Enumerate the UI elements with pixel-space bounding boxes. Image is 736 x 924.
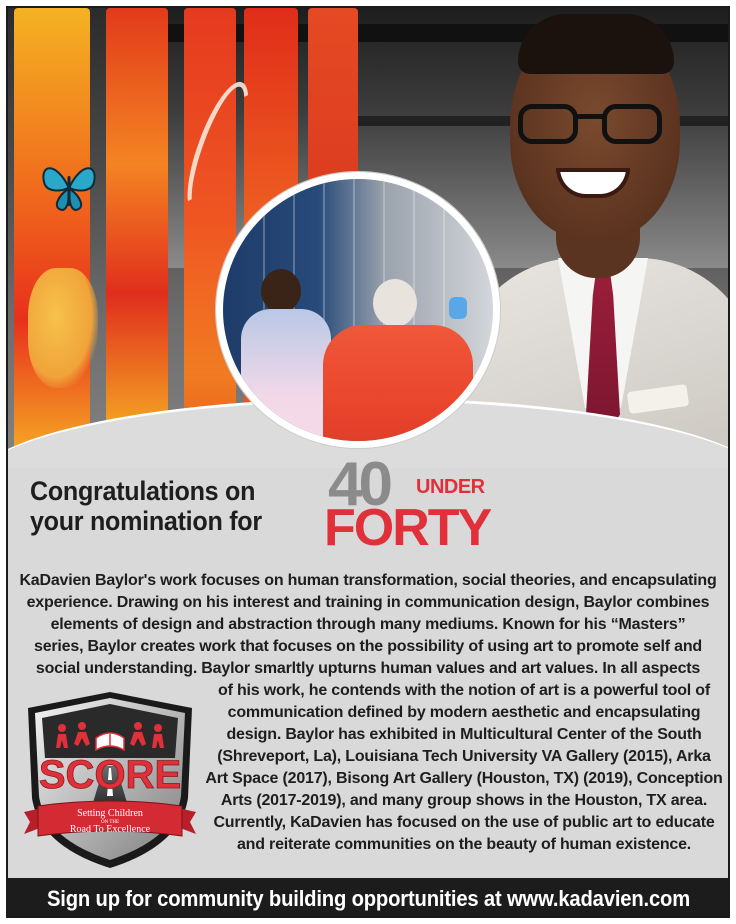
bio-line: series, Baylor creates work that focuses on the possibility of using art to promote self and (34, 638, 702, 655)
ribbon-line-2: Road To Excellence (69, 824, 151, 835)
score-badge-logo (22, 688, 198, 872)
bio-line: experience. Drawing on his interest and training in communication design, Baylor combines (26, 594, 710, 611)
footer-signup-link[interactable]: Sign up for community building opportunities at www.kadavien.com (46, 886, 690, 911)
portrait-hair (518, 14, 674, 74)
ribbon-on-the: ON THE (100, 820, 120, 825)
flyer-frame (6, 6, 730, 918)
bio-line: communication defined by modern aesthetic and encapsulating (227, 704, 701, 721)
logo-forty: FORTY (324, 499, 491, 557)
bio-line: design. Baylor has exhibited in Multicultural Center of the South (226, 726, 702, 743)
headline (30, 476, 309, 536)
bio-line: Arts (2017-2019), and many group shows in the Houston, TX area. (220, 792, 708, 809)
blue-glove (449, 297, 467, 319)
bio-line: KaDavien Baylor's work focuses on human transformation, social theories, and encapsulating (19, 572, 717, 589)
glasses-icon (518, 104, 668, 146)
bio-paragraph-top (18, 570, 718, 680)
bio-line: of his work, he contends with the notion of art is a powerful tool of (218, 682, 710, 699)
headline-line-2: your nomination for (30, 506, 262, 536)
logo-number: 40 (328, 450, 389, 519)
bio-line: social understanding. Baylor smarltly upturns human values and art values. In all aspects (35, 660, 701, 677)
footer-bar (8, 878, 728, 918)
mural-hand (28, 268, 98, 388)
bio-line: and reiterate communities on the beauty of human existence. (236, 836, 692, 853)
inset-photo-painting-fence (216, 172, 500, 448)
butterfly-icon (38, 158, 100, 214)
bio-paragraph-side (204, 680, 724, 856)
ribbon-line-1: Setting Children (77, 808, 143, 819)
child-painter (241, 269, 331, 448)
score-wordmark: SCORE (38, 753, 182, 797)
40-under-forty-logo (324, 450, 524, 564)
bio-line: Currently, KaDavien has focused on the use of public art to educate (213, 814, 715, 831)
headline-line-1: Congratulations on (30, 476, 256, 506)
bio-line: elements of design and abstraction through many mediums. Known for his “Masters” (50, 616, 686, 633)
bio-line: (Shreveport, La), Louisiana Tech University VA Gallery (2015), Arka (217, 748, 711, 765)
logo-under: UNDER (416, 476, 485, 498)
bio-line: Art Space (2017), Bisong Art Gallery (Houston, TX) (2019), Conception (205, 770, 723, 787)
